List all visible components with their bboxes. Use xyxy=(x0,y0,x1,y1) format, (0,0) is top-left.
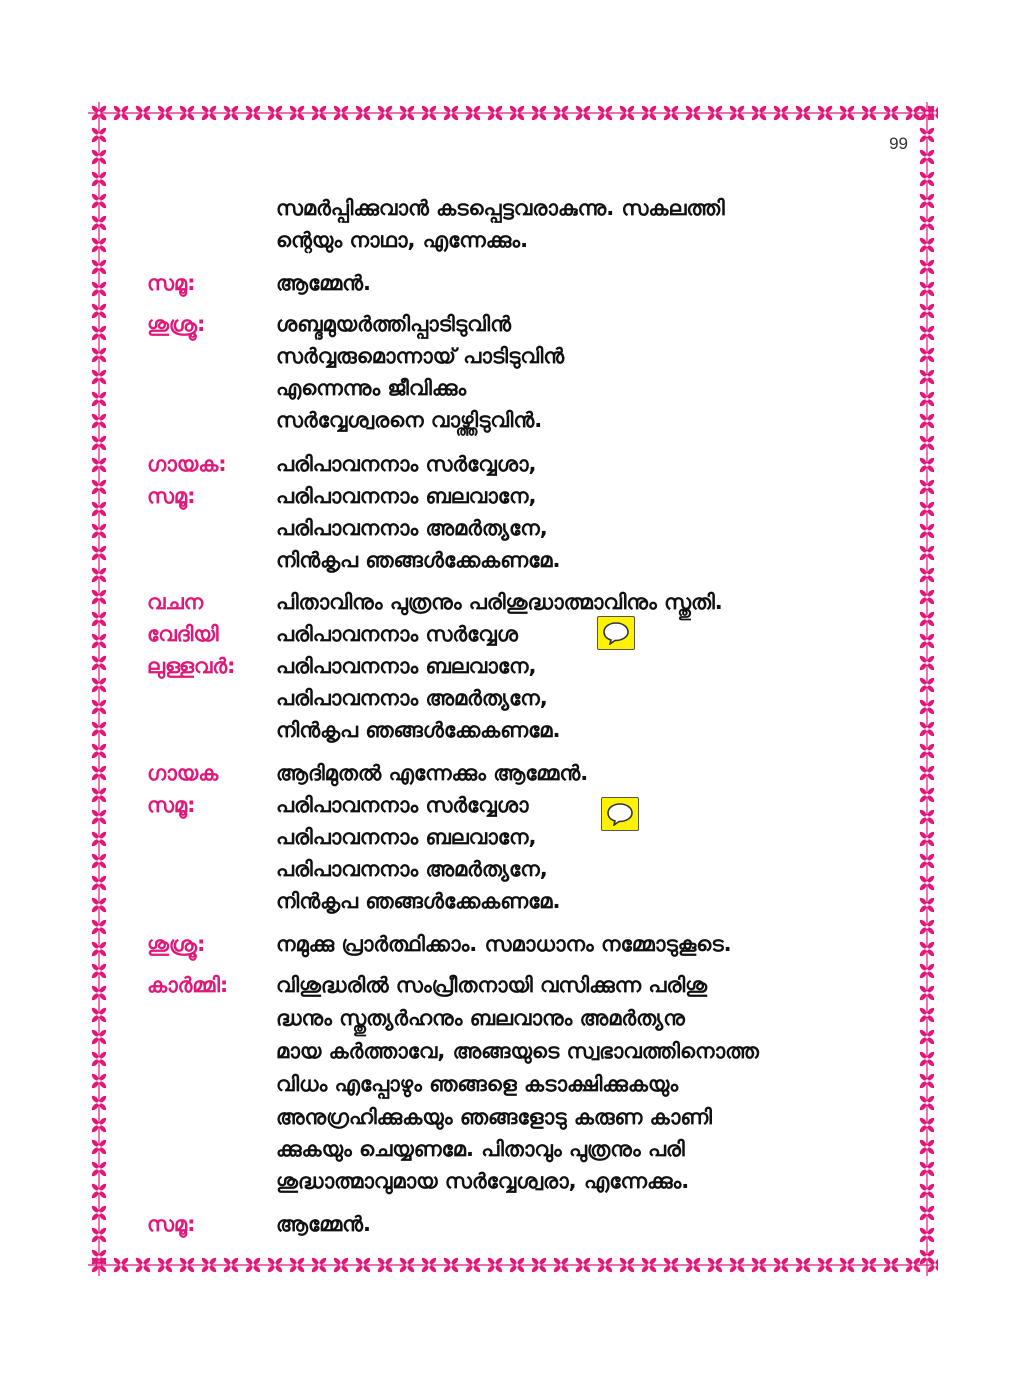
text-line xyxy=(0,1068,1023,1100)
text-line xyxy=(0,480,1023,512)
line-text: പരിപാവനനാം സർവ്വേശ xyxy=(276,622,518,646)
line-text: സർവ്വരുമൊന്നായ് പാടിടുവിൻ xyxy=(276,344,565,368)
line-text: വിശുദ്ധരിൽ സംപ്രീതനായി വസിക്കുന്ന പരിശു xyxy=(276,973,708,997)
line-text: പരിപാവനനാം ബലവാനേ, xyxy=(276,484,537,508)
text-line xyxy=(0,192,1023,224)
text-line xyxy=(0,1002,1023,1034)
text-line xyxy=(0,650,1023,682)
line-text: സമർപ്പിക്കുവാൻ കടപ്പെട്ടവരാകുന്നു. സകലത്തി xyxy=(276,196,725,220)
speaker-label: ഗായക xyxy=(147,761,219,785)
line-text: ആമ്മേൻ. xyxy=(276,271,372,295)
text-line xyxy=(0,340,1023,372)
text-line xyxy=(0,512,1023,544)
line-text: പരിപാവനനാം സർവ്വേശാ xyxy=(276,793,529,817)
line-text: എന്നെന്നും ജീവിക്കും xyxy=(276,376,467,400)
speaker-label: കാർമ്മി: xyxy=(147,973,229,997)
text-line xyxy=(0,821,1023,853)
comment-note-icon[interactable] xyxy=(597,616,635,650)
text-line xyxy=(0,1208,1023,1240)
text-line xyxy=(0,1133,1023,1165)
speaker-label: സമൂ: xyxy=(147,1212,196,1236)
line-text: ന്റെയും നാഥാ, എന്നേക്കും. xyxy=(276,228,529,252)
text-line xyxy=(0,267,1023,299)
speaker-label: സമൂ: xyxy=(147,793,196,817)
speaker-label: ശുശ്രൂ: xyxy=(147,312,206,336)
line-text: ദ്ധനും സ്തുത്യർഹനും ബലവാനും അമർത്യനു xyxy=(276,1006,685,1030)
text-line xyxy=(0,969,1023,1001)
text-line xyxy=(0,618,1023,650)
text-line xyxy=(0,885,1023,917)
line-text: മായ കർത്താവേ, അങ്ങയുടെ സ്വഭാവത്തിനൊത്ത xyxy=(276,1039,759,1063)
line-text: പരിപാവനനാം അമർത്യനേ, xyxy=(276,857,548,881)
speaker-label: വചന xyxy=(147,590,204,614)
line-text: നിൻകൃപ ഞങ്ങൾക്കേകണമേ. xyxy=(276,548,561,572)
text-line xyxy=(0,1165,1023,1197)
line-text: അനുഗ്രഹിക്കുകയും ഞങ്ങളോടു കരുണ കാണി xyxy=(276,1105,712,1129)
line-text: പരിപാവനനാം ബലവാനേ, xyxy=(276,654,537,678)
text-line xyxy=(0,372,1023,404)
text-line xyxy=(0,308,1023,340)
speaker-label: ശുശ്രൂ: xyxy=(147,932,206,956)
line-text: പരിപാവനനാം സർവ്വേശാ, xyxy=(276,452,537,476)
line-text: സർവ്വേശ്വരനെ വാഴ്ത്തിടുവിൻ. xyxy=(276,408,543,432)
line-text: പരിപാവനനാം അമർത്യനേ, xyxy=(276,686,548,710)
text-line xyxy=(0,586,1023,618)
speaker-label: വേദിയി xyxy=(147,622,219,646)
line-text: നമുക്കു പ്രാർത്ഥിക്കാം. സമാധാനം നമ്മോടുകൂടെ. xyxy=(276,932,732,956)
line-text: ശുദ്ധാത്മാവുമായ സർവ്വേശ്വരാ, എന്നേക്കും. xyxy=(276,1169,690,1193)
speaker-label: സമൂ: xyxy=(147,271,196,295)
text-line xyxy=(0,928,1023,960)
speech-bubble-icon xyxy=(606,802,634,826)
line-text: നിൻകൃപ ഞങ്ങൾക്കേകണമേ. xyxy=(276,889,561,913)
speaker-label: ഗായക: xyxy=(147,452,227,476)
text-line xyxy=(0,1101,1023,1133)
speaker-label: സമൂ: xyxy=(147,484,196,508)
line-text: ക്കുകയും ചെയ്യണമേ. പിതാവും പുത്രനും പരി xyxy=(276,1137,685,1161)
text-line xyxy=(0,682,1023,714)
line-text: പരിപാവനനാം ബലവാനേ, xyxy=(276,825,537,849)
line-text: വിധം എപ്പോഴും ഞങ്ങളെ കടാക്ഷിക്കുകയും xyxy=(276,1072,679,1096)
text-line xyxy=(0,853,1023,885)
text-line xyxy=(0,714,1023,746)
comment-note-icon[interactable] xyxy=(601,797,639,831)
line-text: ആദിമുതൽ എന്നേക്കും ആമ്മേൻ. xyxy=(276,761,589,785)
speaker-label: ലുള്ളവർ: xyxy=(147,654,236,678)
speech-bubble-icon xyxy=(602,621,630,645)
line-text: പിതാവിനും പുത്രനും പരിശുദ്ധാത്മാവിനും സ്തുതി. xyxy=(276,590,723,614)
text-line xyxy=(0,544,1023,576)
text-line xyxy=(0,224,1023,256)
line-text: ശബ്ദമുയർത്തിപ്പാടിടുവിൻ xyxy=(276,312,511,336)
text-line xyxy=(0,757,1023,789)
page-number: 99 xyxy=(889,134,908,153)
line-text: ആമ്മേൻ. xyxy=(276,1212,372,1236)
line-text: നിൻകൃപ ഞങ്ങൾക്കേകണമേ. xyxy=(276,718,561,742)
text-line xyxy=(0,404,1023,436)
text-line xyxy=(0,448,1023,480)
text-line xyxy=(0,789,1023,821)
line-text: പരിപാവനനാം അമർത്യനേ, xyxy=(276,516,548,540)
text-line xyxy=(0,1035,1023,1067)
